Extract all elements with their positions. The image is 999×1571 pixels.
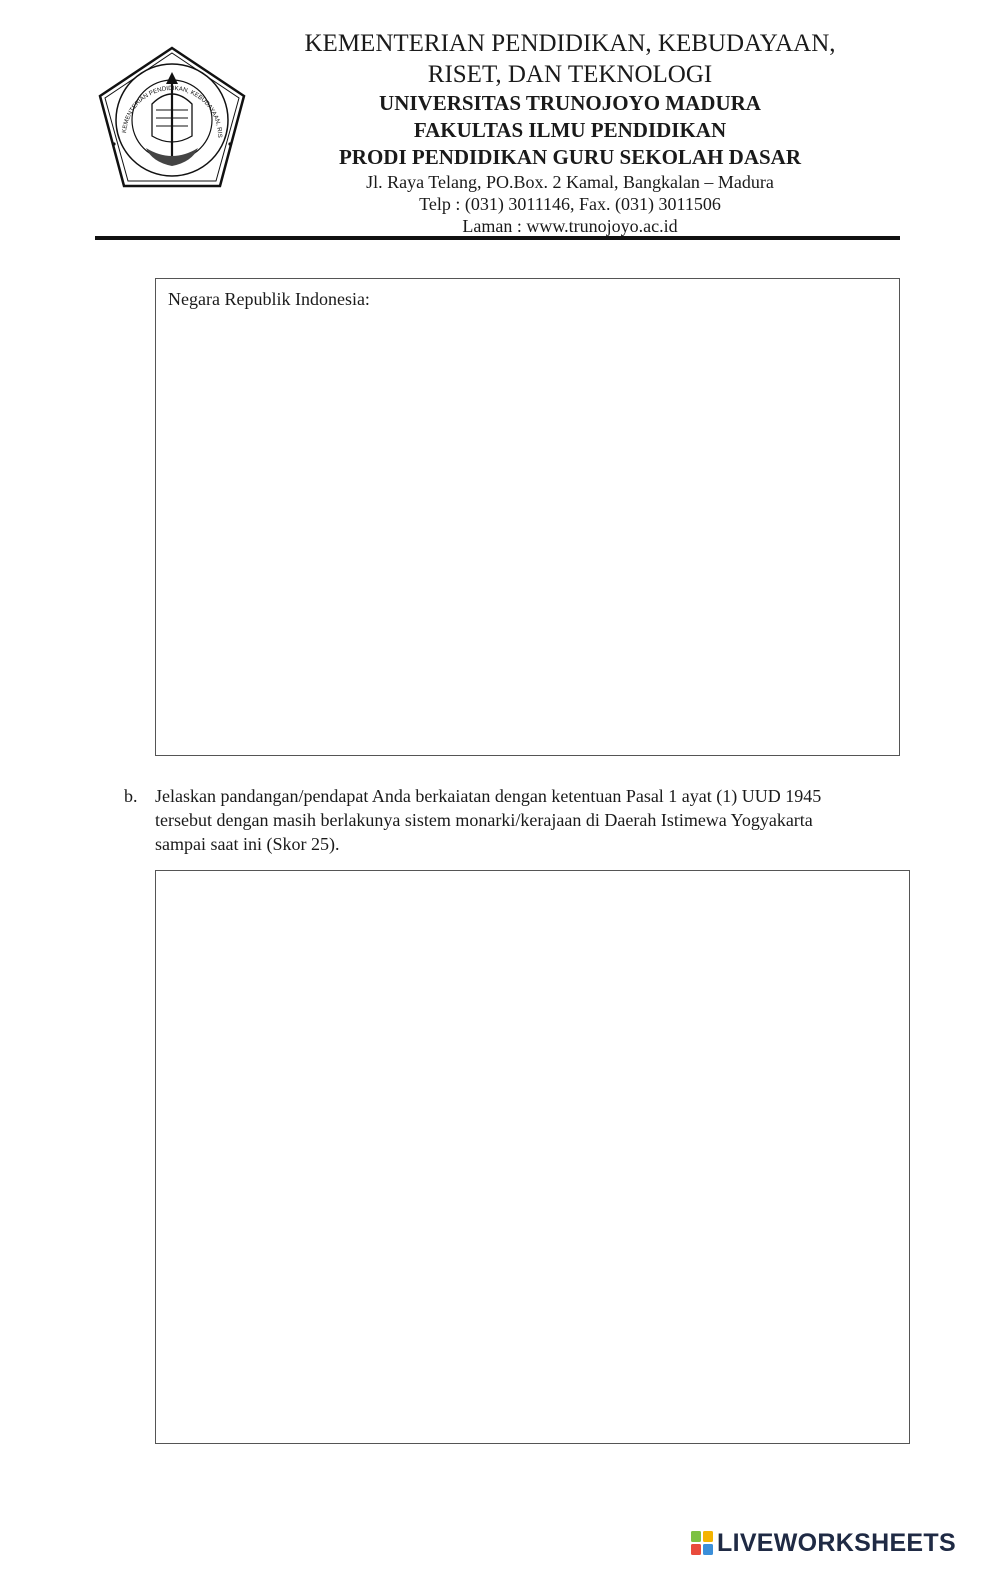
liveworksheets-logo-icon bbox=[690, 1529, 714, 1557]
answer-box-a[interactable] bbox=[155, 278, 900, 756]
university-seal-logo bbox=[96, 44, 248, 190]
answer-box-a-label: Negara Republik Indonesia: bbox=[168, 289, 370, 309]
question-b-line-1: Jelaskan pandangan/pendapat Anda berkaiatan dengan ketentuan Pasal 1 ayat (1) UUD 1945 bbox=[155, 786, 822, 806]
program-name: PRODI PENDIDIKAN GURU SEKOLAH DASAR bbox=[338, 145, 802, 169]
question-b-text bbox=[155, 784, 925, 856]
letterhead bbox=[250, 28, 890, 237]
address-line: Jl. Raya Telang, PO.Box. 2 Kamal, Bangkalan – Madura bbox=[366, 172, 774, 192]
liveworksheets-brand bbox=[690, 1528, 956, 1558]
question-b-line-3: sampai saat ini (Skor 25). bbox=[155, 834, 340, 854]
university-name: UNIVERSITAS TRUNOJOYO MADURA bbox=[379, 91, 761, 115]
question-b-line-2: tersebut dengan masih berlakunya sistem monarki/kerajaan di Daerah Istimewa Yogyakarta bbox=[155, 810, 813, 830]
website-line: Laman : www.trunojoyo.ac.id bbox=[462, 216, 678, 236]
phone-line: Telp : (031) 3011146, Fax. (031) 3011506 bbox=[419, 194, 721, 214]
answer-box-b[interactable] bbox=[155, 870, 910, 1444]
svg-text:KEMENTERIAN PENDIDIKAN, KEBUDA: KEMENTERIAN PENDIDIKAN, KEBUDAYAAN, RIS bbox=[121, 84, 224, 138]
letterhead-divider bbox=[95, 236, 900, 240]
question-b-marker: b. bbox=[124, 786, 138, 806]
faculty-name: FAKULTAS ILMU PENDIDIKAN bbox=[413, 118, 727, 142]
ministry-line-1: KEMENTERIAN PENDIDIKAN, KEBUDAYAAN, bbox=[304, 30, 836, 57]
ministry-line-2: RISET, DAN TEKNOLOGI bbox=[427, 61, 713, 88]
liveworksheets-wordmark: LIVEWORKSHEETS bbox=[717, 1528, 956, 1557]
